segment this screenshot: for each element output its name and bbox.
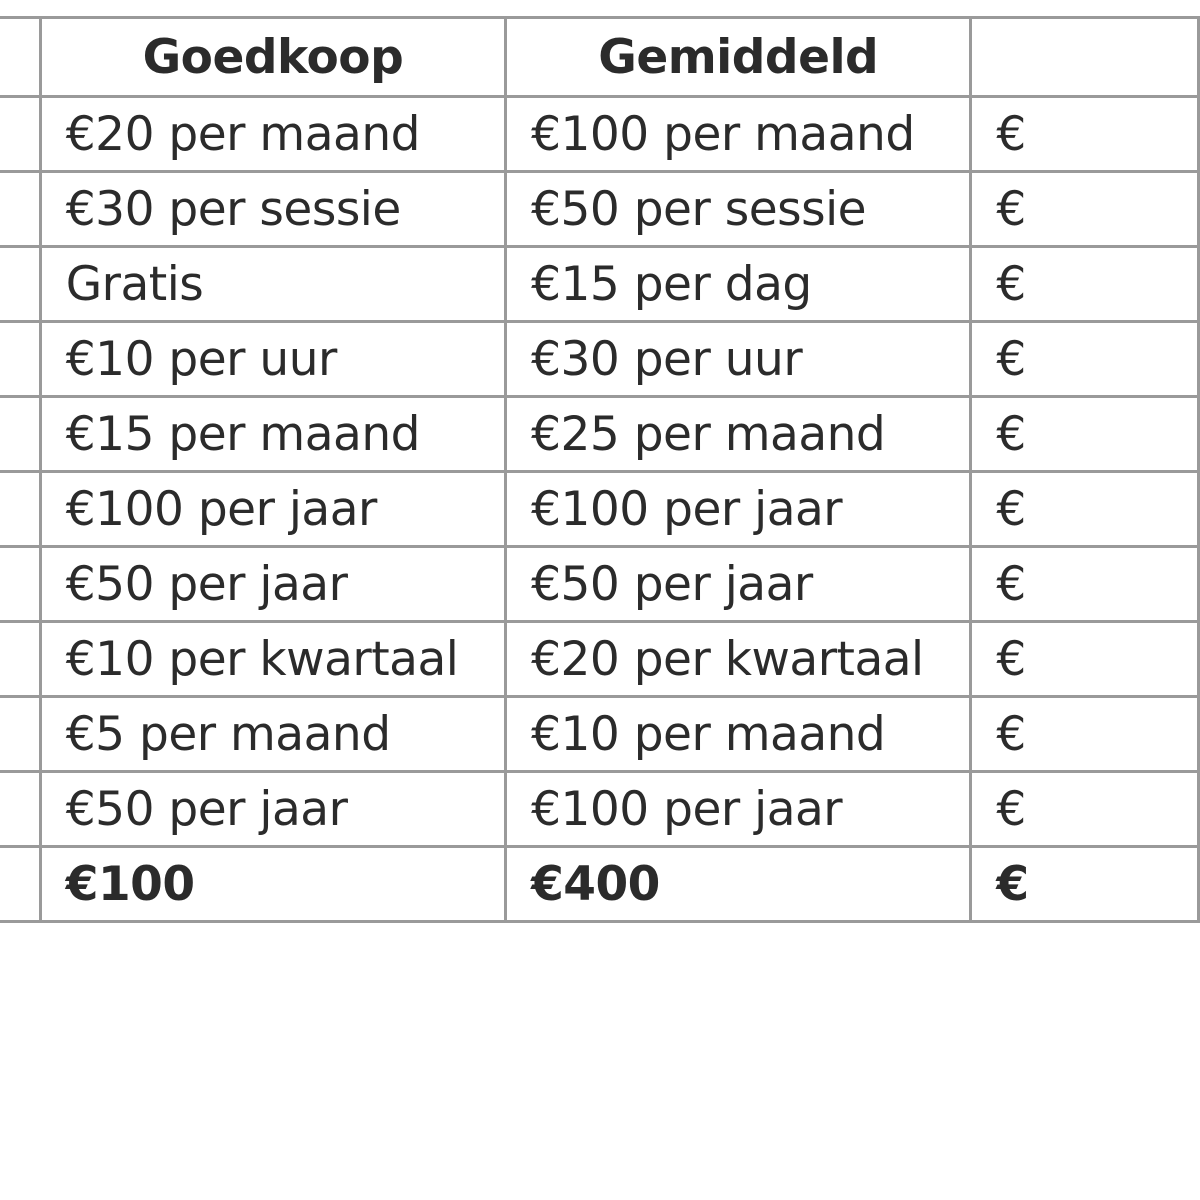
gemiddeld-cell: €15 per dag <box>506 247 971 322</box>
gemiddeld-cell: €25 per maand <box>506 397 971 472</box>
third-tier-cell: € <box>971 397 1199 472</box>
goedkoop-cell: €10 per uur <box>40 322 505 397</box>
third-tier-cell: € <box>971 322 1199 397</box>
third-tier-cell: € <box>971 697 1199 772</box>
table-row <box>0 697 1199 772</box>
goedkoop-cell: €15 per maand <box>40 397 505 472</box>
gemiddeld-cell: €10 per maand <box>506 697 971 772</box>
cost-item-label <box>0 547 40 622</box>
third-tier-cell: € <box>971 472 1199 547</box>
goedkoop-cell: €30 per sessie <box>40 172 505 247</box>
gemiddeld-cell: €20 per kwartaal <box>506 622 971 697</box>
third-tier-cell: € <box>971 547 1199 622</box>
third-tier-cell: € <box>971 97 1199 172</box>
header-cost-item <box>0 18 40 97</box>
gemiddeld-cell: €50 per sessie <box>506 172 971 247</box>
cost-comparison-table-container <box>0 16 1200 923</box>
third-tier-cell: € <box>971 772 1199 847</box>
goedkoop-cell: €20 per maand <box>40 97 505 172</box>
table-header-row <box>0 18 1199 97</box>
table-row <box>0 547 1199 622</box>
gemiddeld-cell: €30 per uur <box>506 322 971 397</box>
gemiddeld-cell: €50 per jaar <box>506 547 971 622</box>
table-row <box>0 172 1199 247</box>
total-goedkoop-cell: €100 <box>40 847 505 922</box>
table-row <box>0 397 1199 472</box>
header-third-tier <box>971 18 1199 97</box>
table-row <box>0 322 1199 397</box>
cost-item-label <box>0 697 40 772</box>
goedkoop-cell: €100 per jaar <box>40 472 505 547</box>
total-label <box>0 847 40 922</box>
cost-item-label <box>0 97 40 172</box>
table-body <box>0 97 1199 922</box>
header-goedkoop: Goedkoop <box>40 18 505 97</box>
cost-item-label <box>0 472 40 547</box>
goedkoop-cell: €50 per jaar <box>40 772 505 847</box>
table-row <box>0 247 1199 322</box>
table-row <box>0 97 1199 172</box>
cost-item-label <box>0 772 40 847</box>
goedkoop-cell: €10 per kwartaal <box>40 622 505 697</box>
cost-item-label <box>0 397 40 472</box>
goedkoop-cell: Gratis <box>40 247 505 322</box>
cost-item-label <box>0 622 40 697</box>
cost-comparison-table <box>0 16 1200 923</box>
cost-item-label <box>0 322 40 397</box>
table-row <box>0 622 1199 697</box>
third-tier-cell: € <box>971 247 1199 322</box>
header-gemiddeld: Gemiddeld <box>506 18 971 97</box>
table-row <box>0 772 1199 847</box>
goedkoop-cell: €50 per jaar <box>40 547 505 622</box>
total-gemiddeld-cell: €400 <box>506 847 971 922</box>
third-tier-cell: € <box>971 622 1199 697</box>
cost-item-label <box>0 247 40 322</box>
third-tier-cell: € <box>971 172 1199 247</box>
total-third-tier-cell: € <box>971 847 1199 922</box>
gemiddeld-cell: €100 per jaar <box>506 772 971 847</box>
gemiddeld-cell: €100 per jaar <box>506 472 971 547</box>
gemiddeld-cell: €100 per maand <box>506 97 971 172</box>
total-row <box>0 847 1199 922</box>
cost-item-label <box>0 172 40 247</box>
goedkoop-cell: €5 per maand <box>40 697 505 772</box>
table-row <box>0 472 1199 547</box>
